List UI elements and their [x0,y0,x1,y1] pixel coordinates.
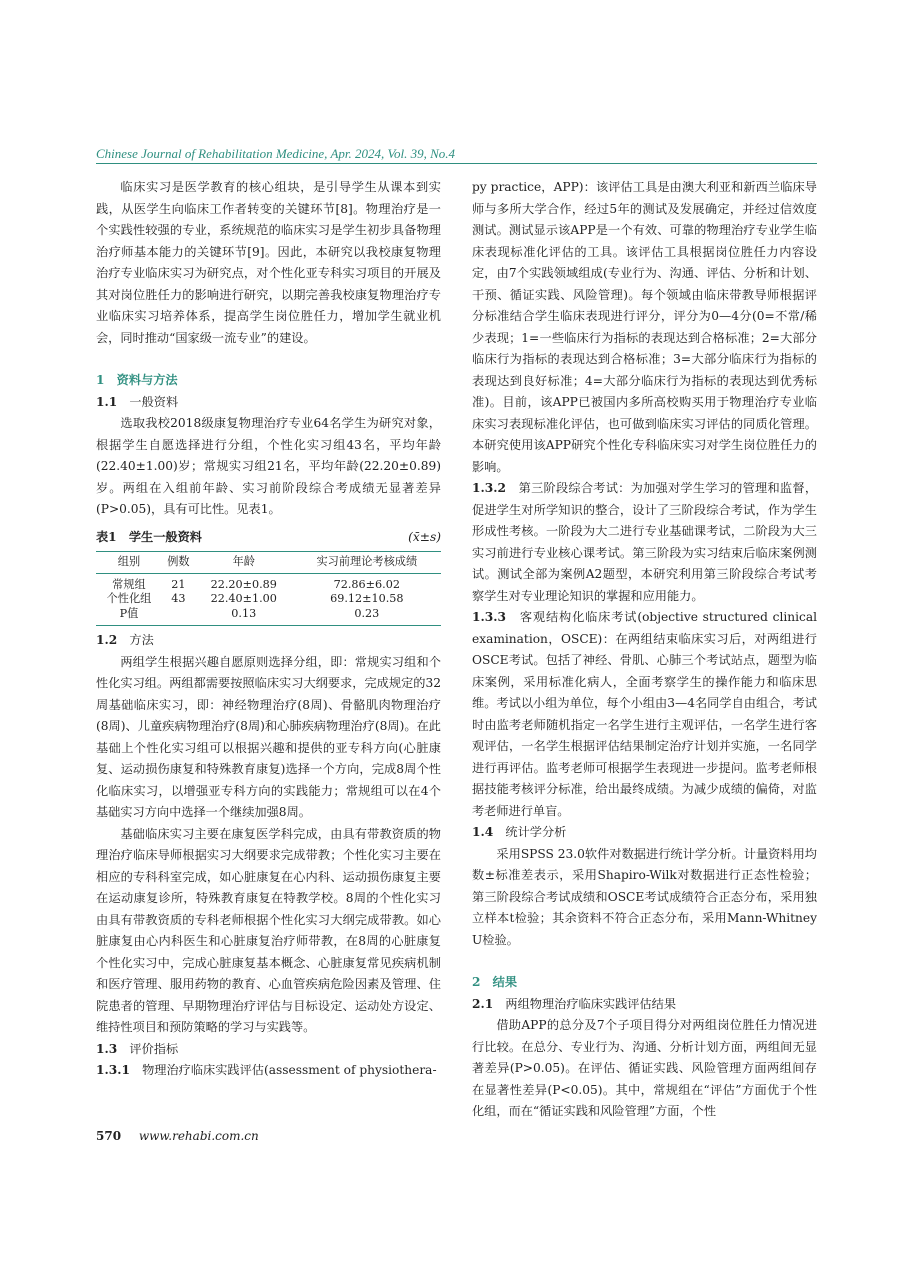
subsection-1-3-1 [96,1060,441,1082]
table-cell [162,607,195,626]
page-footer [96,1129,259,1143]
table-header-row [96,552,441,574]
table-row [96,592,441,607]
table-cell: 0.23 [293,607,441,626]
table-cell: 72.86±6.02 [333,577,400,591]
subsection-number: 2.1 [472,996,494,1011]
subsection-number: 1.2 [96,633,118,647]
subsection-title: 方法 [129,633,154,647]
subsection-number: 1.3.3 [472,610,506,624]
paragraph-1-1: 选取我校2018级康复物理治疗专业64名学生为研究对象，根据学生自愿选择进行分组，个性化实习组43名，平均年龄(22.40±1.00)岁；常规实习组21名，平均年龄(22.20±0.89)岁。两组在入组前年龄、实习前阶段综合考成绩无显著差异(P>0.05)，具有可比性。见表1。 [96,416,441,516]
intro-paragraph: 临床实习是医学教育的核心组块，是引导学生从课本到实践，从医学生向临床工作者转变的关键环节[8]。物理治疗是一个实践性较强的专业，系统规范的临床实习是学生初步具备物理治疗师基本能力的关键环节[9]。因此，本研究以我校康复物理治疗专业临床实习为研究点，对个性化亚专科实习项目的开展及其对岗位胜任力的影响进行研究，以期完善我校康复物理治疗专业临床实习培养体系，提高学生岗位胜任力，增加学生就业机会，同时推动“国家级一流专业”的建设。 [96,180,441,345]
journal-website: www.rehabi.com.cn [138,1129,259,1143]
table-row [96,607,441,626]
table-header: 实习前理论考核成绩 [293,552,441,574]
subsection-text: 第三阶段综合考试：为加强对学生学习的管理和监督，促进学生对所学知识的整合，设计了三阶段综合考试，作为学生形成性考核。一阶段为大二进行专业基础课考试，二阶段为大三实习前进行专业核心课考试。第三阶段为实习结束后临床案例测试。测试全部为案例A2题型，本研究利用第三阶段综合考试考察学生对专业理论知识的掌握和应用能力。 [472,481,818,603]
subsection-title: 一般资料 [129,394,179,409]
subsection-title: 评价指标 [129,1041,179,1056]
paragraph-2-1: 借助APP的总分及7个子项目得分对两组岗位胜任力情况进行比较。在总分、专业行为、沟通、分析计划方面，两组间无显著差异(P>0.05)。在评估、循证实践、风险管理方面两组间存在显著性差异(P<0.05)。其中，常规组在“评估”方面优于个性化组，而在“循证实践和风险管理”方面，个性 [472,1018,817,1118]
left-column [96,177,441,1082]
subsection-number: 1.3.1 [96,1063,130,1077]
subsection-number: 1.1 [96,394,118,409]
table-title: 表1 学生一般资料 [96,529,202,544]
subsection-1-3-heading [96,1039,441,1061]
subsection-1-1-heading [96,392,441,414]
subsection-number: 1.4 [472,825,494,839]
paragraph-1-2a: 两组学生根据兴趣自愿原则选择分组，即：常规实习组和个性化实习组。两组都需要按照临床实习大纲要求，完成规定的32周基础临床实习，即：神经物理治疗(8周)、骨骼肌肉物理治疗(8周)、儿童疾病物理治疗(8周)和心肺疾病物理治疗(8周)。在此基础上个性化实习组可以根据兴趣和提供的亚专科方向(心脏康复、运动损伤康复和特殊教育康复)选择一个方向，完成8周个性化临床实习，以增强亚专科方向的实践能力；常规组可以在4个基础实习方向中选择一个继续加强8周。 [96,654,441,819]
table-cell: 22.40±1.00 [210,592,277,605]
table-cell: 43 [171,592,186,605]
table-unit: (x̄±s) [408,529,441,544]
table-cell: 69.12±10.58 [330,592,404,605]
subsection-text: 物理治疗临床实践评估(assessment of physiothera- [142,1063,437,1077]
subsection-1-3-2 [472,478,817,607]
paragraph-1-2b: 基础临床实习主要在康复医学科完成，由具有带教资质的物理治疗临床导师根据实习大纲要求完成带教；个性化实习主要在相应的专科科室完成，如心脏康复在心内科、运动损伤康复主要在运动康复诊所，特殊教育康复在特教学校。8周的个性化实习由具有带教资质的专科老师根据个性化实习大纲完成带教。如心脏康复由心内科医生和心脏康复治疗师带教，在8周的心脏康复个性化实习中，完成心脏康复基本概念、心脏康复常见疾病机制和医疗管理、服用药物的教育、心血管疾病危险因素及管理、住院患者的管理、早期物理治疗评估与目标设定、运动处方设定、维持性项目和预防策略的学习与实践等。 [96,826,441,1034]
table-row [96,573,441,592]
table-cell: P值 [96,607,162,626]
table-1-caption [96,527,441,549]
section-1-heading: 1 资料与方法 [96,373,178,387]
subsection-2-1-heading [472,994,817,1016]
journal-header: Chinese Journal of Rehabilitation Medicine, Apr. 2024, Vol. 39, No.4 [96,146,456,161]
table-header: 年龄 [195,552,293,574]
table-1 [96,551,441,626]
paragraph-1-3-1-cont: py practice，APP)：该评估工具是由澳大利亚和新西兰临床导师与多所大学合作，经过5年的测试及发展确定，并经过信效度测试。测试显示该APP是一个有效、可靠的物理治疗专业学生临床表现标准化评估的工具。该评估工具根据岗位胜任力内容设定，由7个实践领域组成(专业行为、沟通、评估、分析和计划、干预、循证实践、风险管理)。每个领域由临床带教导师根据评分标准结合学生临床表现进行评分，评分为0—4分(0=不常/稀少表现；1=一些临床行为指标的表现达到合格标准；2=大部分临床行为指标的表现达到合格标准；3=大部分临床行为指标的表现达到良好标准；4=大部分临床行为指标的表现达到优秀标准)。目前，该APP已被国内多所高校购买用于物理治疗专业临床实习表现标准化评估，也可做到临床实习评估的同质化管理。本研究使用该APP研究个性化专科临床实习对学生岗位胜任力的影响。 [472,180,817,474]
subsection-1-4-heading [472,822,817,844]
subsection-1-2-heading [96,630,441,652]
table-cell: 21 [171,577,186,591]
header-rule [96,163,817,164]
right-column [472,177,817,1123]
table-header: 例数 [162,552,195,574]
subsection-title: 两组物理治疗临床实践评估结果 [505,996,677,1011]
table-cell: 常规组 [112,577,146,591]
page-number: 570 [96,1129,122,1143]
subsection-1-3-3 [472,607,817,822]
subsection-number: 1.3 [96,1041,118,1056]
table-cell: 0.13 [195,607,293,626]
table-header: 组别 [96,552,162,574]
table-cell: 个性化组 [106,592,152,605]
subsection-text: 客观结构化临床考试(objective structured clinical examination，OSCE)：在两组结束临床实习后，对两组进行OSCE考试。包括了神经、骨肌、心肺三个考试站点，题型为临床案例，采用标准化病人，全面考察学生的操作能力和临床思维。考试以小组为单位，每个小组由3—4名同学自由组合，考试时由监考老师随机指定一名学生进行主观评估，一名学生进行客观评估，一名学生根据评估结果制定治疗计划并实施，一名同学进行再评估。监考老师可根据学生表现进一步提问。监考老师根据技能考核评分标准，给出最终成绩。为减少成绩的偏倚，对监考老师进行单盲。 [472,610,818,818]
paragraph-1-4: 采用SPSS 23.0软件对数据进行统计学分析。计量资料用均数±标准差表示，采用Shapiro-Wilk对数据进行正态性检验；第三阶段综合考试成绩和OSCE考试成绩符合正态分布，采用独立样本t检验；其余资料不符合正态分布，采用Mann-Whitney U检验。 [472,846,817,947]
table-cell: 22.20±0.89 [210,577,277,591]
subsection-number: 1.3.2 [472,481,506,495]
subsection-title: 统计学分析 [505,825,567,839]
section-2-heading: 2 结果 [472,975,518,989]
